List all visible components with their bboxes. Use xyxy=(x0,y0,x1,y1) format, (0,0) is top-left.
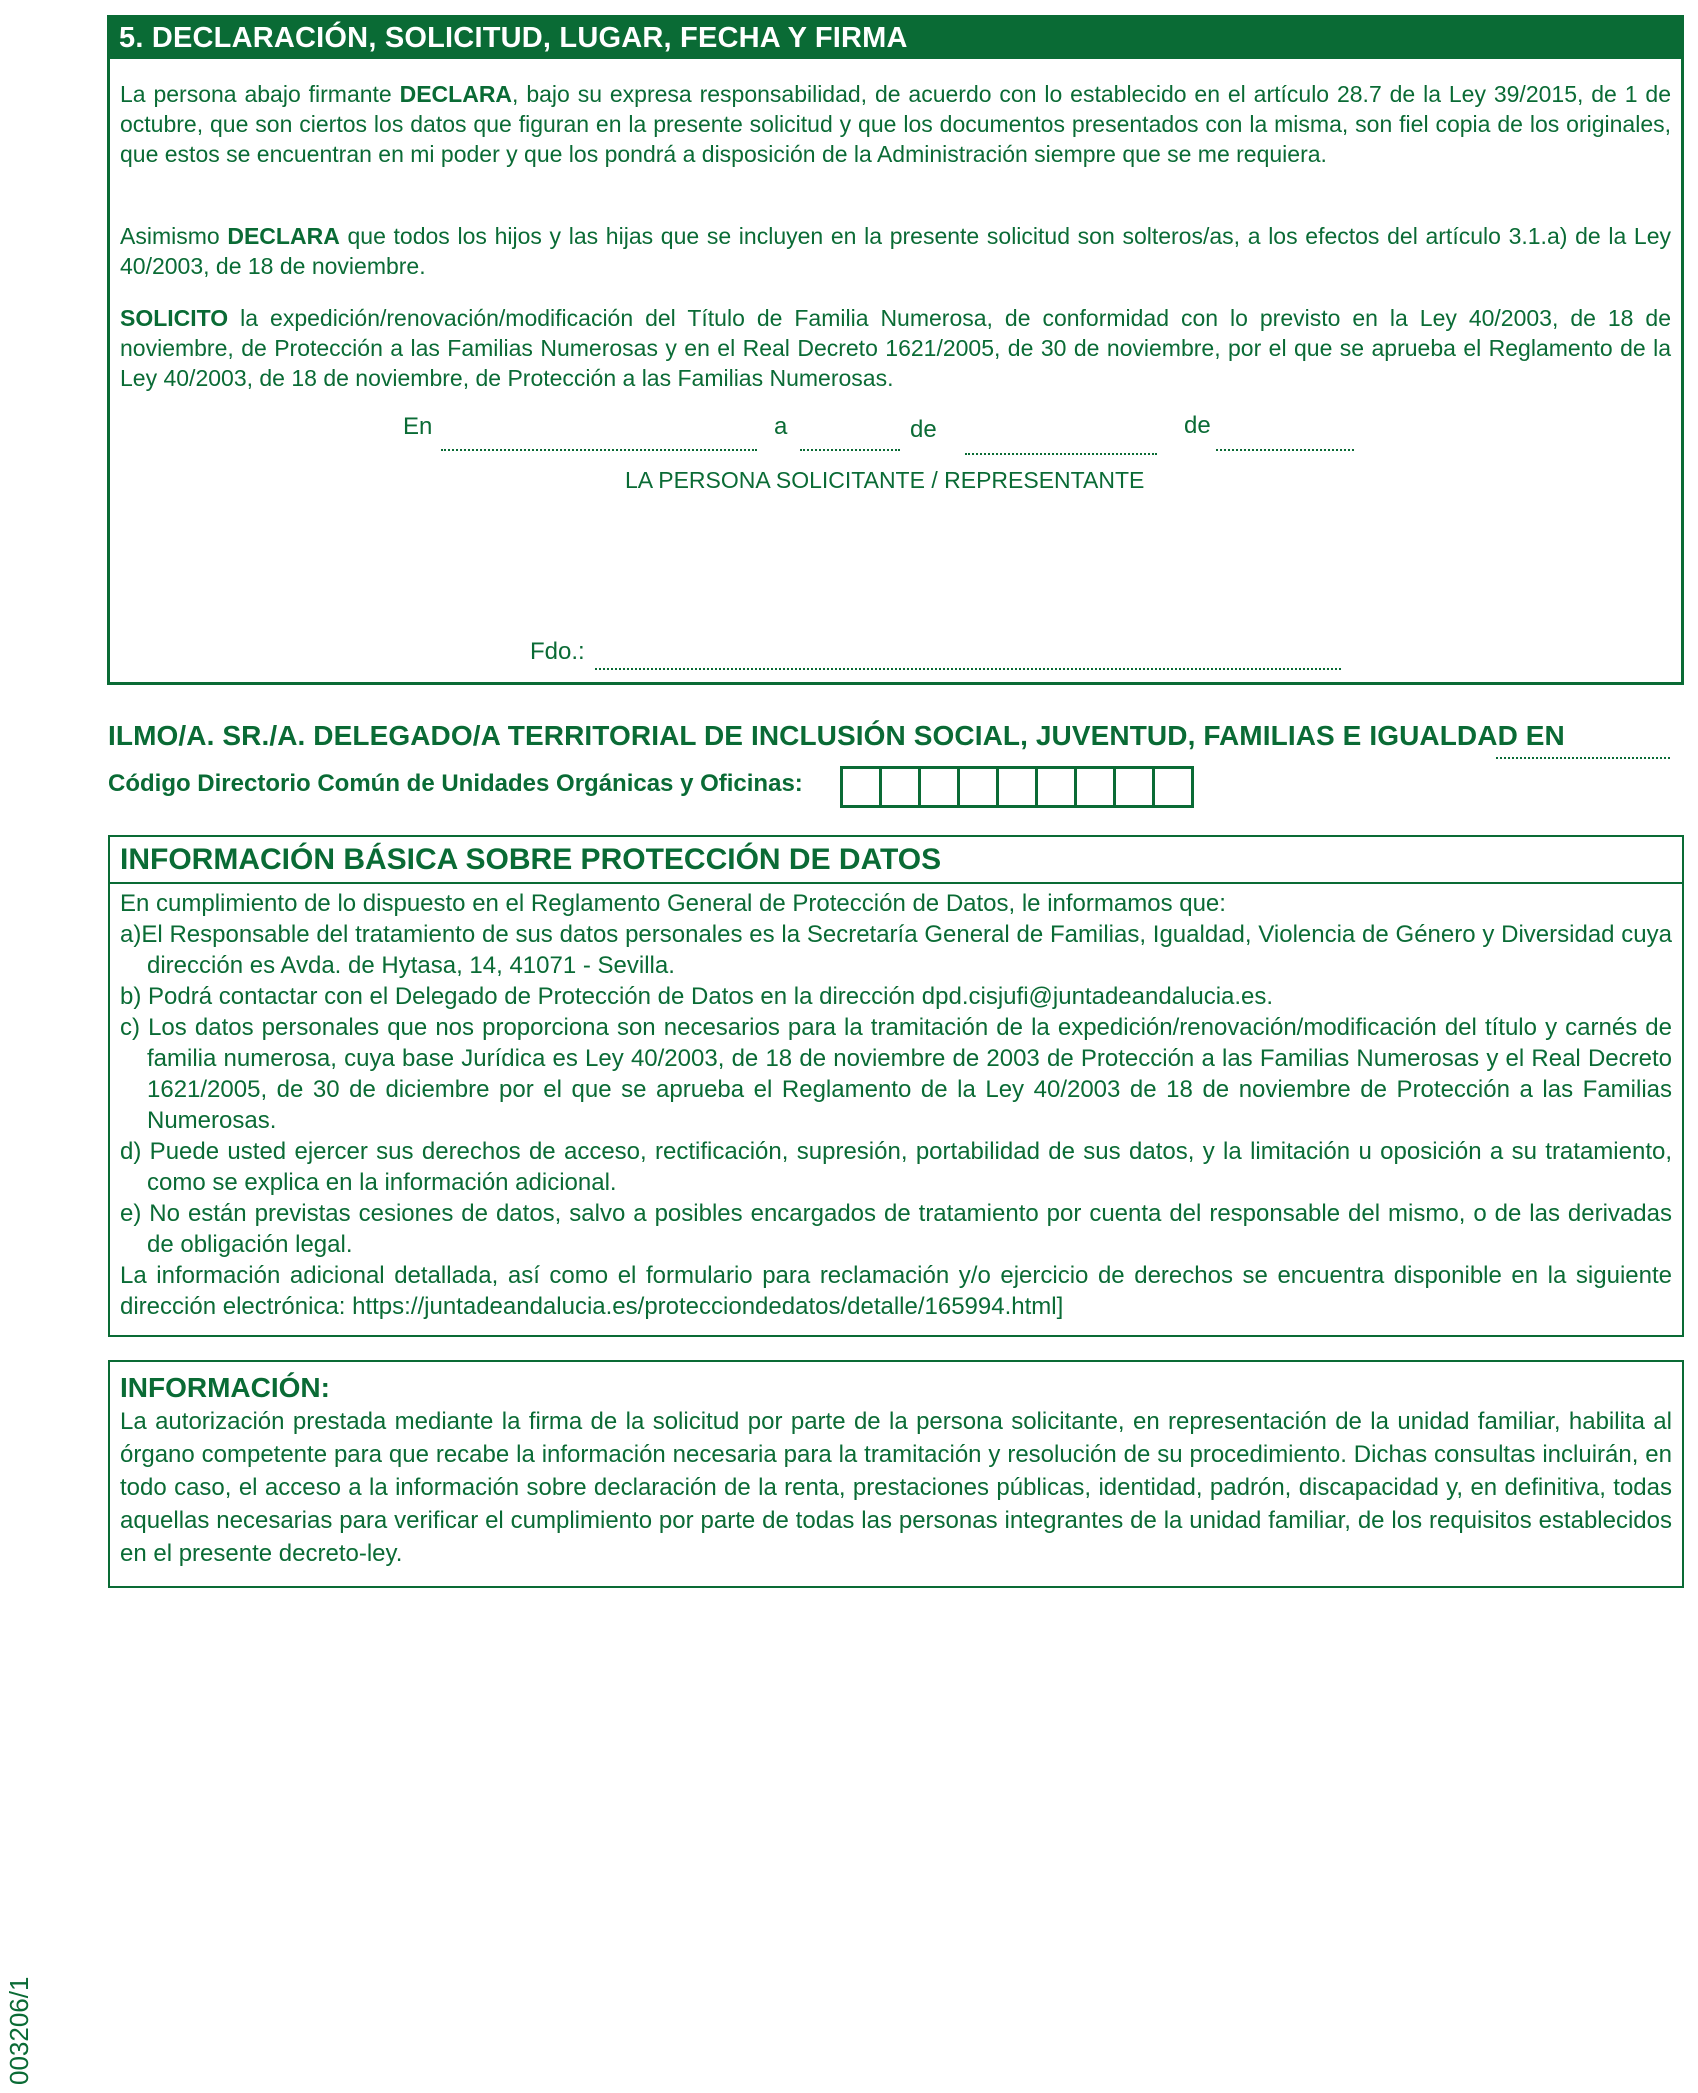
section-5-declaration xyxy=(107,15,1684,685)
dir3-code-label: Código Directorio Común de Unidades Orgánicas y Oficinas: xyxy=(108,770,803,797)
data-protection-item: c) Los datos personales que nos proporciona son necesarios para la tramitación de la expedición/renovación/modificación del título y carnés de familia numerosa, cuya base Jurídica es Ley 40/2003, de 18 de noviembre de 2003 de Protección a las Familias Numerosas y el Real Decreto 1621/2005, de 30 de diciembre por el que se aprueba el Reglamento de la Ley 40/2003 de 18 de noviembre de Protección a las Familias Numerosas. xyxy=(120,1014,1672,1134)
signature-name-field[interactable] xyxy=(595,668,1341,670)
declaration-pre: La persona abajo firmante xyxy=(120,81,400,107)
month-field[interactable] xyxy=(965,453,1157,455)
declaration-paragraph xyxy=(120,79,1671,169)
signer-label: LA PERSONA SOLICITANTE / REPRESENTANTE xyxy=(625,467,1145,493)
data-protection-box xyxy=(108,835,1684,1337)
code-box[interactable] xyxy=(1038,769,1077,805)
code-box[interactable] xyxy=(960,769,999,805)
information-box xyxy=(108,1360,1684,1588)
data-protection-item: e) No están previstas cesiones de datos, salvo a posibles encargados de tratamiento por cuenta del responsable del mismo, o de las derivadas de obligación legal. xyxy=(120,1200,1672,1258)
children-declaration-pre: Asimismo xyxy=(120,223,228,249)
code-box[interactable] xyxy=(843,769,882,805)
code-box[interactable] xyxy=(1155,769,1191,805)
place-en-label: En xyxy=(403,413,433,440)
territory-field[interactable] xyxy=(1496,757,1670,759)
data-protection-closing: La información adicional detallada, así como el formulario para reclamación y/o ejercicio de derechos se encuentra disponible en la siguiente dirección electrónica: https://juntadeandalucia.es/protecciondedatos/detalle/165994.html] xyxy=(120,1262,1672,1320)
data-protection-item: b) Podrá contactar con el Delegado de Protección de Datos en la dirección dpd.cisjufi@juntadeandalucia.es. xyxy=(120,983,1274,1010)
day-a-label: a xyxy=(774,413,788,440)
data-protection-body xyxy=(110,884,1682,1322)
code-box[interactable] xyxy=(1116,769,1155,805)
request-text: la expedición/renovación/modificación del Título de Familia Numerosa, de conformidad con lo previsto en la Ley 40/2003, de 18 de noviembre, de Protección a las Familias Numerosas y en el Real Decreto 1621/2005, de 30 de noviembre, por el que se aprueba el Reglamento de la Ley 40/2003, de 18 de noviembre, de Protección a las Familias Numerosas. xyxy=(120,305,1671,391)
code-box[interactable] xyxy=(921,769,960,805)
data-protection-intro: En cumplimiento de lo dispuesto en el Reglamento General de Protección de Datos, le informamos que: xyxy=(120,890,1226,917)
fdo-label: Fdo.: xyxy=(530,638,585,665)
information-text: La autorización prestada mediante la firma de la solicitud por parte de la persona solicitante, en representación de la unidad familiar, habilita al órgano competente para que recabe la información necesaria para la tramitación y resolución de su procedimiento. Dichas consultas incluirán, en todo caso, el acceso a la información sobre declaración de la renta, prestaciones públicas, identidad, padrón, discapacidad y, en definitiva, todas aquellas necesarias para verificar el cumplimiento por parte de todas las personas integrantes de la unidad familiar, de los requisitos establecidos en el presente decreto-ley. xyxy=(120,1408,1672,1567)
month-de-label: de xyxy=(910,416,937,443)
year-field[interactable] xyxy=(1216,449,1354,451)
request-keyword: SOLICITO xyxy=(120,305,229,331)
children-declaration-keyword: DECLARA xyxy=(227,223,340,249)
children-declaration-post: que todos los hijos y las hijas que se incluyen en la presente solicitud son solteros/as, a los efectos del artículo 3.1.a) de la Ley 40/2003, de 18 de noviembre. xyxy=(120,223,1671,279)
code-box[interactable] xyxy=(882,769,921,805)
code-box[interactable] xyxy=(999,769,1038,805)
data-protection-item: d) Puede usted ejercer sus derechos de acceso, rectificación, supresión, portabilidad de sus datos, y la limitación u oposición a su tratamiento, como se explica en la información adicional. xyxy=(120,1138,1672,1196)
information-title: INFORMACIÓN: xyxy=(120,1372,330,1403)
day-field[interactable] xyxy=(800,449,900,451)
addressee-title: ILMO/A. SR./A. DELEGADO/A TERRITORIAL DE INCLUSIÓN SOCIAL, JUVENTUD, FAMILIAS E IGUALDAD EN xyxy=(108,720,1565,751)
data-protection-title: INFORMACIÓN BÁSICA SOBRE PROTECCIÓN DE DATOS xyxy=(110,837,1682,884)
year-de-label: de xyxy=(1184,412,1211,439)
form-code: 003206/1 xyxy=(4,1976,34,2085)
place-field[interactable] xyxy=(441,449,757,451)
dir3-code-boxes[interactable] xyxy=(840,766,1194,808)
data-protection-item: a)El Responsable del tratamiento de sus datos personales es la Secretaría General de Familias, Igualdad, Violencia de Género y Diversidad cuya dirección es Avda. de Hytasa, 14, 41071 - Sevilla. xyxy=(120,921,1672,979)
section-5-title: 5. DECLARACIÓN, SOLICITUD, LUGAR, FECHA Y FIRMA xyxy=(110,18,1681,59)
request-paragraph xyxy=(120,303,1671,393)
declaration-keyword: DECLARA xyxy=(399,81,513,107)
declaration-post: , bajo su expresa responsabilidad, de acuerdo con lo establecido en el artículo 28.7 de la Ley 39/2015, de 1 de octubre, que son ciertos los datos que figuran en la presente solicitud y que los documentos presentados con la misma, son fiel copia de los originales, que estos se encuentran en mi poder y que los pondrá a disposición de la Administración siempre que se me requiera. xyxy=(120,81,1671,167)
children-declaration-paragraph xyxy=(120,221,1671,281)
code-box[interactable] xyxy=(1077,769,1116,805)
